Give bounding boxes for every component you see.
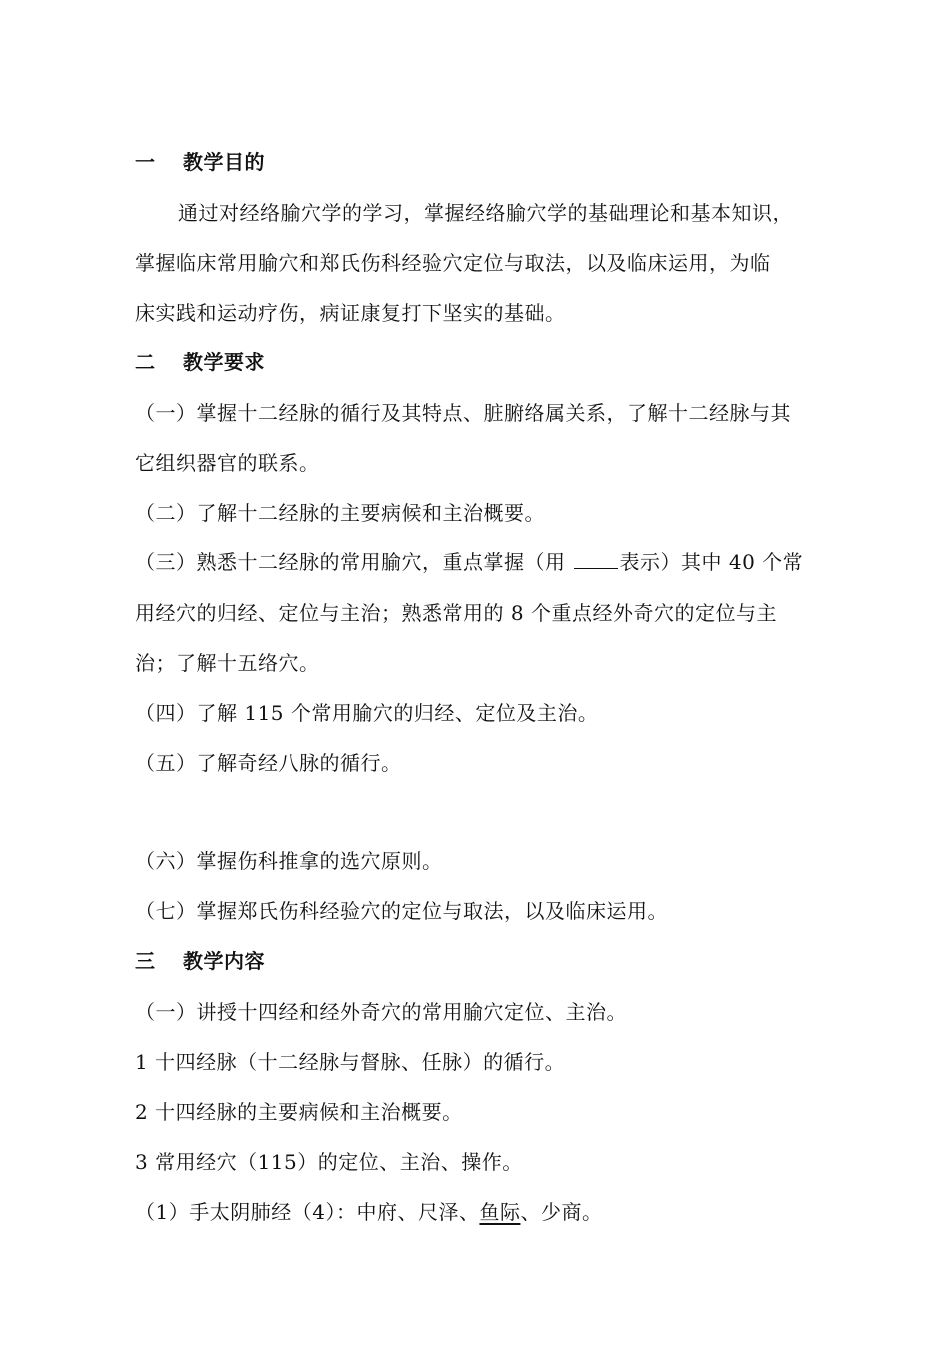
paragraph-line: 通过对经络腧穴学的学习，掌握经络腧穴学的基础理论和基本知识， [178, 201, 793, 225]
list-item: （五）了解奇经八脉的循行。 [135, 751, 402, 775]
key-point-underlined: 鱼际 [479, 1200, 521, 1224]
list-item: （二）了解十二经脉的主要病候和主治概要。 [135, 501, 545, 525]
section-number: 一 [135, 150, 156, 174]
list-item [135, 548, 855, 576]
section-title: 教学内容 [183, 949, 265, 973]
list-item: （四）了解 115 个常用腧穴的归经、定位及主治。 [135, 701, 599, 725]
section-number: 三 [135, 949, 156, 973]
section-number: 二 [135, 350, 156, 374]
list-item-text: 表示）其中 40 个常 [619, 550, 804, 574]
list-item-continuation: 治；了解十五络穴。 [135, 651, 320, 675]
sub-item: 1 十四经脉（十二经脉与督脉、任脉）的循行。 [135, 1050, 566, 1074]
list-item-continuation: 它组织器官的联系。 [135, 451, 320, 475]
paragraph-line: 床实践和运动疗伤，病证康复打下坚实的基础。 [135, 301, 566, 325]
underline-blank [574, 548, 618, 569]
list-item-text: （三）熟悉十二经脉的常用腧穴，重点掌握（用 [135, 550, 566, 574]
sub-item: 2 十四经脉的主要病候和主治概要。 [135, 1100, 463, 1124]
section-heading-content [135, 947, 855, 975]
list-item: （一）讲授十四经和经外奇穴的常用腧穴定位、主治。 [135, 1000, 627, 1024]
list-item: （一）掌握十二经脉的循行及其特点、脏腑络属关系，了解十二经脉与其 [135, 401, 791, 425]
meridian-text: 、少商。 [520, 1200, 603, 1224]
section-heading-objectives [135, 148, 855, 176]
sub-item: 3 常用经穴（115）的定位、主治、操作。 [135, 1150, 523, 1174]
meridian-item [135, 1198, 855, 1226]
list-item: （七）掌握郑氏伤科经验穴的定位与取法，以及临床运用。 [135, 899, 668, 923]
list-item: （六）掌握伤科推拿的选穴原则。 [135, 849, 443, 873]
list-item-continuation: 用经穴的归经、定位与主治；熟悉常用的 8 个重点经外奇穴的定位与主 [135, 601, 777, 625]
section-heading-requirements [135, 348, 855, 376]
section-title: 教学目的 [183, 150, 265, 174]
paragraph-line: 掌握临床常用腧穴和郑氏伤科经验穴定位与取法，以及临床运用，为临 [135, 251, 771, 275]
section-title: 教学要求 [183, 350, 265, 374]
meridian-text: （1）手太阴肺经（4）：中府、尺泽、 [135, 1200, 480, 1224]
